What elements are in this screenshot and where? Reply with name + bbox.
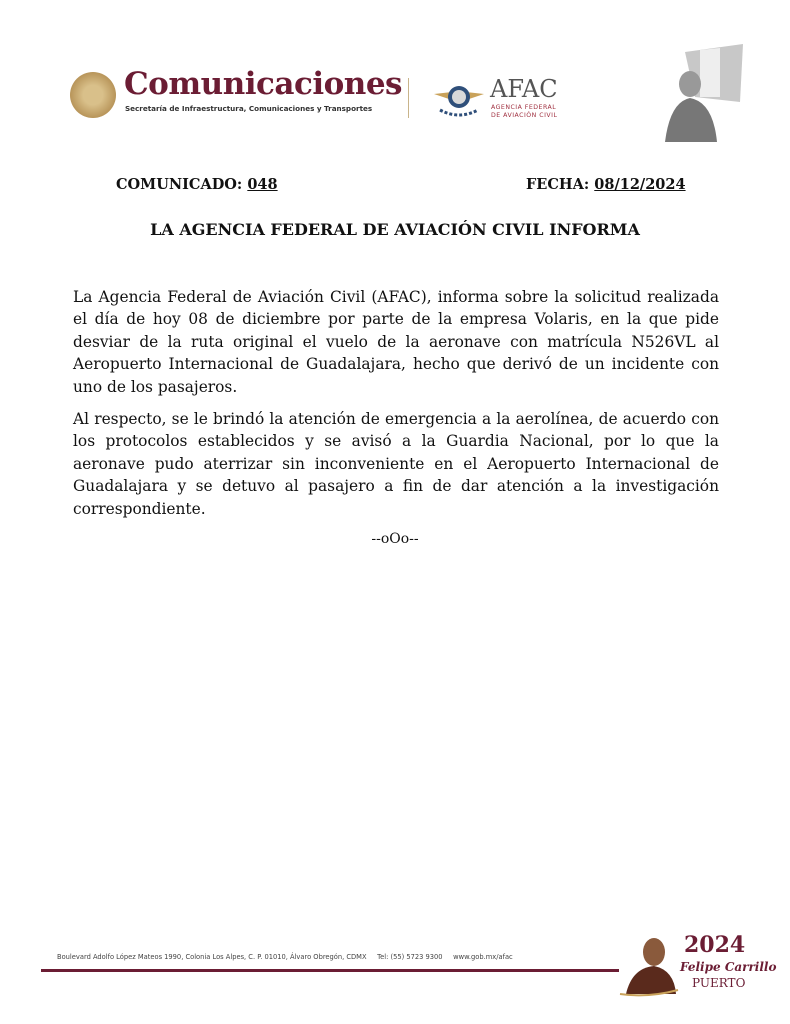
brand-subtitle: Secretaría de Infraestructura, Comunicaciones y Transportes bbox=[125, 104, 373, 113]
afac-emblem-icon bbox=[434, 80, 484, 118]
fcp-name: Felipe Carrillo bbox=[680, 960, 777, 974]
afac-subtitle-line2: DE AVIACIÓN CIVIL bbox=[491, 112, 558, 119]
footer-web-link[interactable]: www.gob.mx/afac bbox=[453, 953, 513, 961]
heroine-portrait-image bbox=[655, 42, 745, 142]
afac-subtitle-line1: AGENCIA FEDERAL bbox=[491, 104, 557, 111]
footer-contact bbox=[57, 953, 513, 962]
footer-address: Boulevard Adolfo López Mateos 1990, Colonia Los Alpes, C. P. 01010, Álvaro Obregón, CDMX bbox=[57, 953, 367, 961]
fecha-label: FECHA: bbox=[526, 176, 590, 193]
mexico-seal-logo bbox=[70, 72, 116, 118]
year-logo: 2024 bbox=[684, 932, 746, 958]
body-content bbox=[73, 286, 719, 548]
afac-subtitle bbox=[491, 104, 557, 120]
footer-rule bbox=[41, 969, 619, 972]
comunicado-value: 048 bbox=[247, 176, 278, 193]
comunicado-number bbox=[116, 176, 278, 194]
fecha-value: 08/12/2024 bbox=[594, 176, 686, 193]
afac-title: AFAC bbox=[490, 75, 558, 103]
footer-tel: Tel: (55) 5723 9300 bbox=[377, 953, 443, 961]
page-title: LA AGENCIA FEDERAL DE AVIACIÓN CIVIL INFORMA bbox=[150, 220, 640, 239]
paragraph-1: La Agencia Federal de Aviación Civil (AFAC), informa sobre la solicitud realizada el día de hoy 08 de diciembre por parte de la empresa Volaris, en la que pide desviar de la ruta original el vuelo de la aeronave con matrícula N526VL al Aeropuerto Internacional de Guadalajara, hecho que derivó de un incidente con uno de los pasajeros. bbox=[73, 288, 719, 396]
comunicado-label: COMUNICADO: bbox=[116, 176, 243, 193]
closing-mark: --oOo-- bbox=[371, 531, 419, 548]
portrait-icon bbox=[618, 932, 680, 997]
fecha bbox=[526, 176, 686, 194]
brand-title: Comunicaciones bbox=[124, 66, 403, 102]
felipe-carrillo-puerto-logo bbox=[618, 932, 778, 1002]
fcp-surname: PUERTO bbox=[692, 976, 746, 990]
paragraph-2: Al respecto, se le brindó la atención de emergencia a la aerolínea, de acuerdo con los protocolos establecidos y se avisó a la Guardia Nacional, por lo que la aeronave pudo aterrizar sin inconveniente en el Aeropuerto Internacional de Guadalajara y se detuvo al pasajero a fin de dar atención a la investigación correspondiente. bbox=[73, 410, 719, 518]
header-divider bbox=[408, 78, 409, 118]
